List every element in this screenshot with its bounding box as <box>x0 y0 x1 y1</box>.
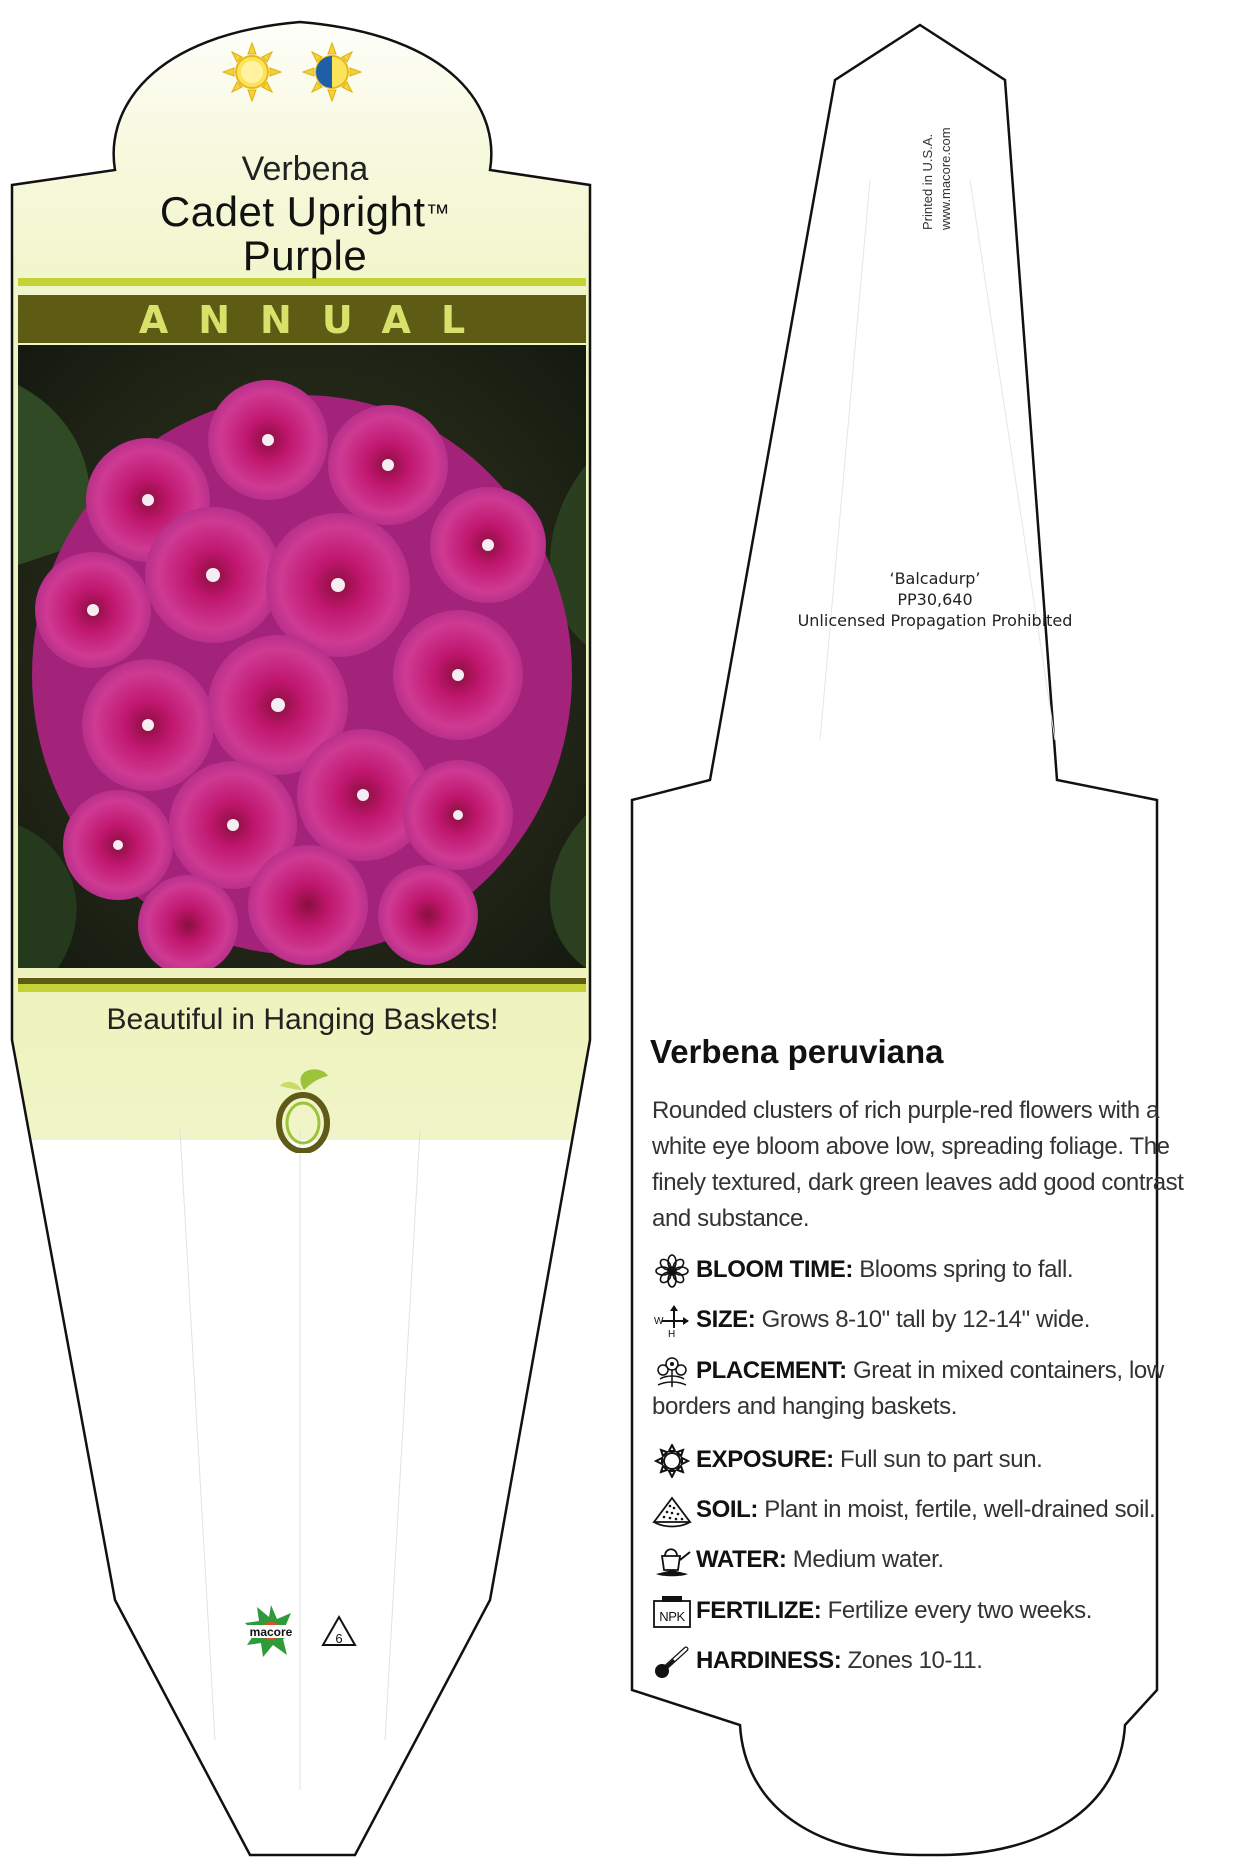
plant-variety <box>60 190 550 278</box>
care-text: Grows 8-10" tall by 12-14" wide. <box>761 1306 1091 1333</box>
npk-icon <box>652 1595 692 1629</box>
care-label: WATER: <box>696 1546 787 1573</box>
care-label: HARDINESS: <box>696 1647 842 1674</box>
trademark-symbol: ™ <box>425 200 451 227</box>
care-label: SOIL: <box>696 1496 758 1523</box>
care-exposure <box>652 1442 1220 1478</box>
flower-icon <box>652 1254 692 1288</box>
care-soil <box>652 1492 1220 1528</box>
care-label: PLACEMENT: <box>696 1357 847 1384</box>
size-icon-h: H <box>668 1328 675 1338</box>
macore-logo-icon <box>245 1605 297 1657</box>
care-text: Fertilize every two weeks. <box>827 1597 1092 1624</box>
care-label: FERTILIZE: <box>696 1597 822 1624</box>
size-icon <box>652 1304 692 1338</box>
exposure-icons <box>222 42 382 102</box>
cultivar-info <box>760 568 1110 631</box>
plant-description: Rounded clusters of rich purple-red flowers with a white eye bloom above low, spreading foliage. The finely textured, dark green leaves add good contrast and substance. <box>652 1097 1184 1232</box>
variety-name: Cadet Upright <box>159 188 426 235</box>
watering-can-icon <box>652 1544 692 1578</box>
thermometer-icon <box>652 1645 692 1679</box>
care-placement <box>652 1353 1220 1425</box>
care-fertilize <box>652 1593 1220 1629</box>
size-icon-w: W <box>654 1315 664 1327</box>
care-text: Great in mixed containers, low borders and hanging baskets. <box>652 1357 1164 1420</box>
care-label: BLOOM TIME: <box>696 1256 853 1283</box>
cultivar-name: ‘Balcadurp’ <box>889 569 981 588</box>
brand-logos <box>243 1603 363 1659</box>
back-tag <box>620 0 1233 1865</box>
propagation-notice: Unlicensed Propagation Prohibited <box>797 611 1073 630</box>
care-text: Plant in moist, fertile, well-drained soil. <box>764 1496 1156 1523</box>
recycle-6-icon <box>323 1617 355 1646</box>
plant-category: ANNUAL <box>138 298 496 342</box>
care-water <box>652 1542 1220 1578</box>
macore-logo-text: macore <box>249 1625 293 1639</box>
soil-icon <box>652 1494 692 1528</box>
printed-in: Printed in U.S.A. <box>920 133 935 230</box>
care-text: Blooms spring to fall. <box>859 1256 1074 1283</box>
full-sun-icon <box>223 43 281 101</box>
color-name: Purple <box>242 232 368 279</box>
care-size <box>652 1302 1220 1338</box>
verbena-flower-image <box>18 345 586 968</box>
care-label: SIZE: <box>696 1306 756 1333</box>
care-hardiness <box>652 1643 1220 1679</box>
species-name: Verbena peruviana <box>650 1033 944 1070</box>
plant-genus: Verbena <box>241 150 369 188</box>
sun-outline-icon <box>652 1444 692 1478</box>
tagline: Beautiful in Hanging Baskets! <box>106 1003 499 1036</box>
part-sun-icon <box>303 43 361 101</box>
care-bloom-time <box>652 1252 1220 1288</box>
care-text: Medium water. <box>792 1546 944 1573</box>
recycle-code: 6 <box>335 1631 343 1646</box>
website: www.macore.com <box>938 127 953 230</box>
patent-number: PP30,640 <box>897 590 973 609</box>
care-text: Full sun to part sun. <box>840 1446 1043 1473</box>
npk-icon-text: NPK <box>659 1608 685 1624</box>
seed-logo-icon <box>270 1068 340 1153</box>
care-label: EXPOSURE: <box>696 1446 834 1473</box>
flower-photo <box>18 345 586 968</box>
care-text: Zones 10-11. <box>847 1647 983 1674</box>
placement-icon <box>652 1355 692 1389</box>
